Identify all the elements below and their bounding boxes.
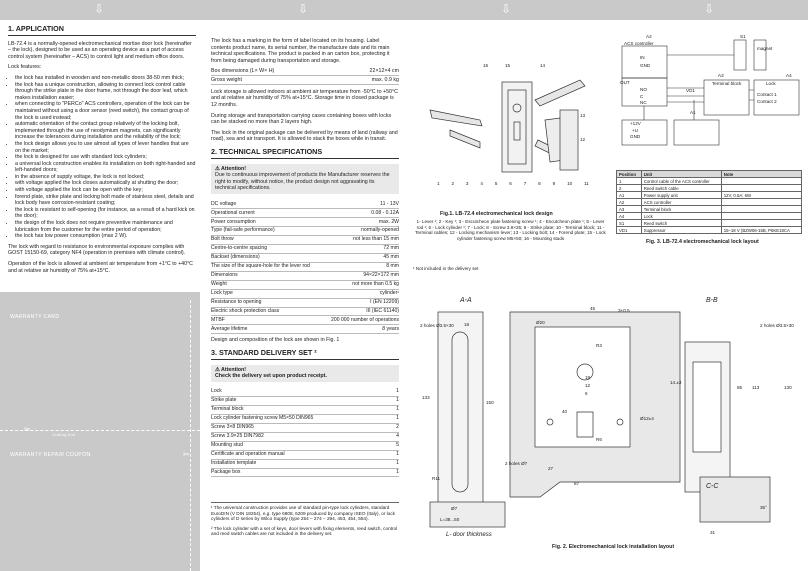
table-row: VD1 Suppressor 15–18 V (BZW06-15B, P6KE18CA — [617, 227, 802, 234]
footnotes — [211, 502, 399, 541]
dimension-row: Gross weight max. 0.9 kg — [211, 77, 399, 84]
table-row: A3 Terminal block — [617, 206, 802, 213]
diagram-label: +U — [632, 128, 639, 133]
list-item: • with voltage applied the lock can be open with the key; — [15, 187, 196, 194]
dimension-label: Ø12±4 — [640, 416, 654, 421]
section-title: 2. TECHNICAL SPECIFICATIONS — [211, 149, 399, 159]
dimension-label: 2 holes Ø3.5×30 — [420, 323, 454, 328]
list-item: • forend plate, strike plate and locking bolt made of stainless steel, details and lock body have corrosion-resistant coating; — [15, 194, 196, 207]
figure-number: 14 — [540, 63, 546, 68]
table-row: Lock cylinder fastening screw M5×50 DIN965 1 — [211, 415, 399, 422]
warranty-card-title: WARRANTY CARD — [10, 314, 60, 320]
table-row: 2 Reed switch cable — [617, 185, 802, 192]
diagram-label: ACS controller — [624, 41, 654, 46]
attention-box — [211, 164, 399, 194]
dimension-label: 85 — [737, 385, 743, 390]
figure-number: 16 — [483, 63, 489, 68]
diagram-label: Terminal block — [712, 81, 742, 86]
list-item: • the design of the lock does not require preventive maintenance and lubrication from the customer for the entire period of operation; — [15, 220, 196, 233]
figure-caption: Fig. 3. LB-72.4 electromechanical lock layout — [646, 239, 759, 245]
list-item: • the lock is designed for use with standard lock cylinders; — [15, 154, 196, 161]
scissors-icon: ✂ — [24, 425, 32, 434]
warning-icon: ⚠ — [215, 165, 222, 172]
table-row: A2 ACS controller — [617, 199, 802, 206]
delivery-table — [211, 388, 399, 478]
storage-text: Lock storage is allowed indoors at ambient air temperature from -50°C to +50°C and at relative air humidity of 75% at+15°C. Storage time in closed package is 12 months. — [211, 88, 398, 108]
list-item: • the lock is resistant to self-opening (for instance, as a result of a hard kick on the door); — [15, 207, 196, 220]
diagram-label: A2 — [646, 34, 652, 39]
diagram-label: GND — [640, 63, 651, 68]
dimension-label: 87 — [574, 481, 580, 486]
diagram-label: NC — [640, 100, 647, 105]
diagram-label: VD1 — [686, 88, 695, 93]
figure-number: 12 — [580, 137, 586, 142]
table-row: DC voltage 11 - 13V — [211, 200, 399, 207]
attention-text: Check the delivery set upon product receipt. — [215, 373, 327, 380]
table-row: Terminal block 1 — [211, 406, 399, 413]
diagram-label: OUT — [620, 80, 630, 85]
dimension-label: 35° — [760, 505, 767, 510]
dimension-label: 2 holes Ø3.5×30 — [760, 323, 794, 328]
gost-text: The lock with regard to resistance to environmental exposure complies with GOST 15150-69, category NF4 (operation in premises with climate control). — [8, 243, 186, 257]
dimension-label: 14.±3 — [670, 380, 682, 385]
diagram-label: NO — [640, 87, 647, 92]
dimension-label: Ø20 — [536, 320, 545, 325]
door-thickness-label: L- door thickness — [446, 532, 492, 538]
table-row: Mounting stud 5 — [211, 442, 399, 449]
transport-text: The lock in the original package can be delivered by means of land (railway and road), sea and air transport. It is allowed to stack the boxes while in transit. — [211, 129, 398, 143]
attention-title: ⚠ Attention! — [215, 366, 247, 373]
section-label: C-C — [706, 483, 719, 490]
fold-arrow-icon: ⇩ — [93, 2, 105, 16]
table-row: Package box 1 — [211, 469, 399, 476]
diagram-label: A1 — [690, 110, 696, 115]
specs-table — [211, 200, 399, 335]
dimension-label: 113 — [752, 385, 760, 390]
figure-caption: Fig.1. LB-72.4 electromechanical lock design — [440, 211, 553, 217]
warning-icon: ⚠ — [215, 366, 222, 373]
attention-text: Due to continuous improvement of products the Manufacturer reserves the right to modify, without notice, the product design not aggravating its technical specifications. — [215, 172, 390, 192]
attention-title: ⚠ Attention! — [215, 165, 247, 172]
section-label: B-B — [706, 297, 718, 304]
marking-text: The lock has a marking in the form of label located on its housing. Label contents product name, its serial number, the manufacture date and its main technical specifications. The product is packed in an carton box, protecting it from being damaged during transportation and storage. — [211, 38, 390, 64]
list-item: • the lock has a unique construction, allowing to connect lock control cable through the strike plate in the door frame, not through the door leaf, which makes installation easier; — [15, 82, 196, 102]
table-row: Screw 3×8 DIN965 2 — [211, 424, 399, 431]
diagram-label: magnet — [757, 46, 773, 51]
list-item: • in the absence of supply voltage, the lock is not locked; — [15, 174, 196, 181]
table-row: Type (fail-safe performance) normally-opened — [211, 227, 399, 234]
design-text: Design and composition of the lock are shown in Fig. 1 — [211, 337, 340, 344]
list-item: • when connecting to "PERCo" ACS controllers, operation of the lock can be maintained without using a door sensor (reed switch), the contact group of the lock is used instead; — [15, 101, 196, 121]
dimension-label: 130 — [784, 385, 792, 390]
diagram-label: A4 — [786, 73, 792, 78]
list-item: • the lock has installed in wooden and non-metallic doors 38-50 mm thick; — [15, 75, 196, 82]
table-row: Strike plate 1 — [211, 397, 399, 404]
dimension-row: Box dimensions (L× W× H) 22×12×4 cm — [211, 68, 399, 75]
list-item: • automatic orientation of the contact group relatively of the locking bolt, implemented through the use of neodymium magnets, can significantly increase the tolerances during installation and the reliability of the lock; — [15, 121, 196, 141]
scissors-icon: ✂ — [183, 450, 191, 459]
lock-design-drawing — [410, 60, 610, 190]
diagram-label: C — [640, 94, 644, 99]
side-cutting-line[interactable] — [190, 300, 191, 571]
fold-arrow-icon: ⇩ — [297, 2, 309, 16]
list-item: • the lock design allows you to use almost all types of lever handles that are on the market; — [15, 141, 196, 154]
section-label: A-A — [460, 297, 472, 304]
list-item: • a universal lock construction enables its installation on both right-handed and left-handed doors; — [15, 161, 196, 174]
table-row: Power consumption max. 2W — [211, 218, 399, 225]
figure-legend: 1- Lever ¹; 2 - Key ¹; 3 - Escutcheon plate fastening screw ¹; 4 - Escutcheon plate ¹; 5 - Lever rod ¹; 6 - Lock cylinder ¹; 7 - Lock; 8 - Screw 3.9×25; 9 - Strike plate; 10 - Terminal block; 11 - Terminal cables; 12 - Locking mechanism lever; 13 - Locking bolt; 14 - Forend plate; 15 - Lock cylinder fastening screw M5×50; 16 - Mounting studs — [415, 219, 606, 242]
table-row: Average lifetime 8 years — [211, 326, 399, 333]
figure-number: 15 — [505, 63, 511, 68]
table-row: Operational current 0.08 - 0.12A — [211, 209, 399, 216]
bottom-numbers: 1 2 3 4 5 6 7 8 9 10 11 — [437, 181, 589, 186]
table-row: Dimensions 94×22×172 mm — [211, 272, 399, 279]
dimension-label: R3 — [596, 343, 602, 348]
table-row: Bolt throw not less than 15 mm — [211, 236, 399, 243]
diagram-label: Contact 1 — [757, 92, 777, 97]
table-row: Lock type cylinder¹ — [211, 290, 399, 297]
dimension-label: 27 — [548, 466, 554, 471]
diagram-label: Lock — [766, 81, 776, 86]
installation-drawing — [410, 282, 804, 542]
footnote: ² The lock cylinder with a set of keys, door levers with fixing elements, reed switch, control and reed switch cables are not included in the delivery set. — [211, 525, 398, 537]
diagram-label: IN — [640, 55, 645, 60]
table-row: Weight not more than 0.5 kg — [211, 281, 399, 288]
table-row: S1 Reed switch — [617, 220, 802, 227]
stacking-text: During storage and transportation carrying cases containing boxes with locks can be stacked no more than 2 layers high. — [211, 112, 392, 126]
figure-number: 13 — [580, 113, 586, 118]
dimension-label: R11 — [432, 476, 441, 481]
position-table — [616, 170, 802, 234]
table-row: Installation template 1 — [211, 460, 399, 467]
diagram-label: +12V — [630, 121, 641, 126]
list-item: • the lock has low power consumption (max 2 W). — [15, 233, 196, 240]
table-row: A1 Power supply unit 12V, 0.5A; 6W — [617, 192, 802, 199]
dimension-label: 2 holes Ø7 — [505, 461, 528, 466]
dimension-label: Ø7 — [451, 506, 458, 511]
dimension-label: 3+0.5 — [618, 308, 630, 313]
dimension-label: 133 — [422, 395, 430, 400]
table-row: Certificate and operation manual 1 — [211, 451, 399, 458]
section-title: 3. STANDARD DELIVERY SET ² — [211, 350, 399, 360]
dimension-label: R6 — [596, 437, 602, 442]
table-row: The size of the square-hole for the lever rod 8 mm — [211, 263, 399, 270]
figure-footnote: ¹ Not included in the delivery set — [413, 266, 479, 271]
dimension-label: 6 — [585, 391, 588, 396]
application-section — [8, 26, 196, 278]
specs-column — [211, 38, 399, 477]
table-row: Electric shock protection class III (IEC 61140) — [211, 308, 399, 315]
dimension-label: L=38...50 — [440, 517, 460, 522]
dimension-label: 31 — [710, 530, 716, 535]
diagram-label: Contact 2 — [757, 99, 777, 104]
diagram-label: GND — [630, 134, 641, 139]
diagram-label: S1 — [740, 34, 746, 39]
table-row: Backset (dimensions) 45 mm — [211, 254, 399, 261]
list-item: • with voltage applied the lock closes automatically at shutting the door; — [15, 180, 196, 187]
intro-text: LB-72.4 is a normally-opened electromechanical mortise door lock (hereinafter – the lock), designed to be used as an operating device as a part of access control system (hereinafter – ACS) to control light and medium office doors. — [8, 40, 192, 60]
table-row: Screw 3.9×25 DIN7982 4 — [211, 433, 399, 440]
fold-arrow-icon: ⇩ — [500, 2, 512, 16]
cutting-line-label: Cutting line — [52, 432, 76, 437]
dimension-label: 18 — [464, 322, 470, 327]
dimension-label: 45 — [590, 306, 596, 311]
features-title: Lock features: — [8, 64, 42, 71]
table-header: Position Unit Note — [617, 171, 802, 178]
table-row: MTBF 200 000 number of operations — [211, 317, 399, 324]
dimension-label: 12 — [585, 383, 591, 388]
dimension-label: 40 — [562, 409, 568, 414]
fold-arrow-icon: ⇩ — [703, 2, 715, 16]
figure-caption: Fig. 2. Electromechanical lock installation layout — [552, 544, 675, 550]
diagram-label: A3 — [718, 73, 724, 78]
dimension-label: 150 — [486, 400, 494, 405]
warranty-coupon-title: WARRANTY REPAIR COUPON — [10, 452, 91, 458]
attention-box — [211, 365, 399, 382]
table-row: 1 Control cable of the ACS controller — [617, 178, 802, 185]
table-row: Lock 1 — [211, 388, 399, 395]
footnote: ¹ The universal construction provides use of standard pin-type lock cylinders, standard EuroDIN (V DIN 18254), e.g. type 6808, 6209 produced by company ISEO (Italy), or lock cylinders of D series by Wilco Supply (type 254 – 274 – 294, 453, 454, 554). — [211, 505, 395, 522]
table-row: Centre-to-centre spacing 72 mm — [211, 245, 399, 252]
top-bar — [0, 0, 808, 20]
table-row: A4 Lock — [617, 213, 802, 220]
table-row: Resistance to opening I (EN 12209) — [211, 299, 399, 306]
features-list — [8, 75, 196, 240]
dimension-label: 19 — [585, 375, 591, 380]
section-title: 1. APPLICATION — [8, 26, 196, 36]
temperature-text: Operation of the lock is allowed at ambient air temperature from +1°C to +40°C and at relative air humidity of 75% at+15°C. — [8, 261, 194, 274]
